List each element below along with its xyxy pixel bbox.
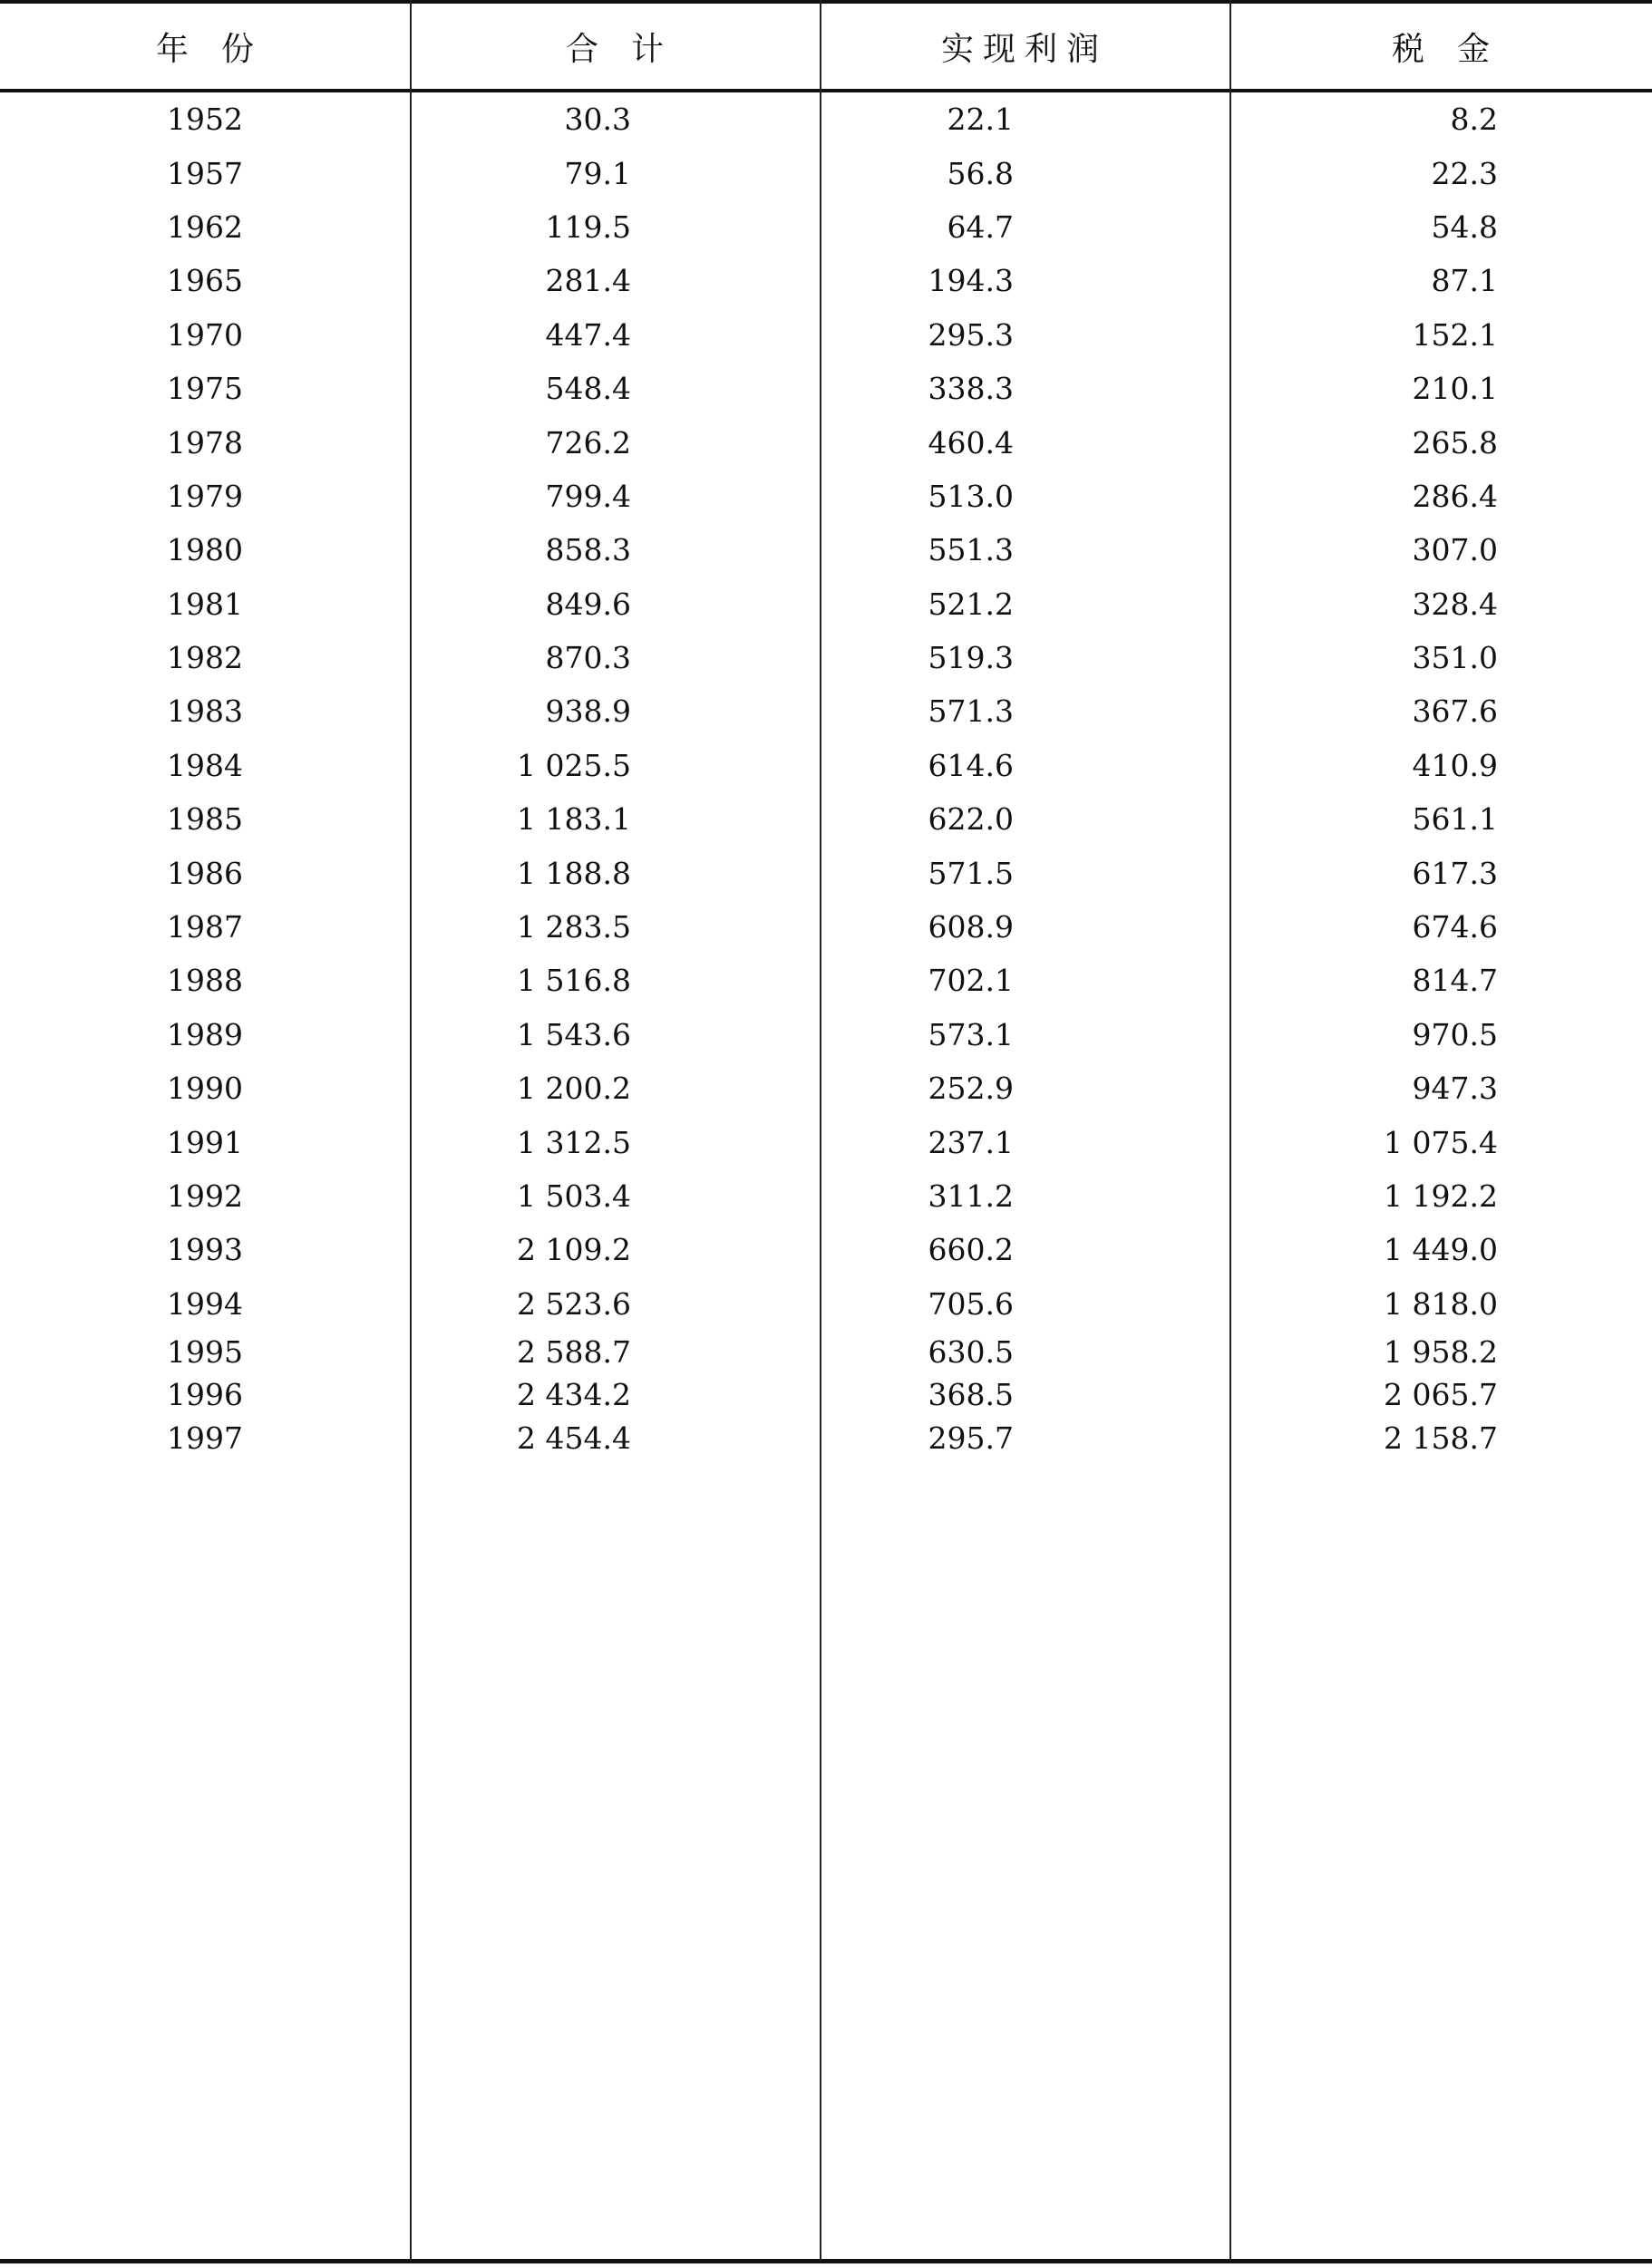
- table-row: [0, 146, 1652, 199]
- year-cell: 1993: [167, 1232, 243, 1268]
- year-cell: 1992: [167, 1178, 243, 1214]
- total-cell: 1 503.4: [517, 1178, 631, 1214]
- profit-cell: 573.1: [928, 1016, 1014, 1052]
- total-cell: 1 025.5: [517, 747, 631, 783]
- total-cell: 2 588.7: [517, 1334, 631, 1371]
- total-cell: 938.9: [545, 693, 631, 730]
- tax-cell: 2 065.7: [1384, 1377, 1498, 1413]
- year-cell: 1970: [167, 316, 243, 353]
- total-cell: 119.5: [545, 208, 631, 245]
- tax-cell: 674.6: [1412, 909, 1498, 945]
- table-row: [0, 1115, 1652, 1168]
- header-tax: 税 金: [1391, 30, 1490, 68]
- tax-cell: 814.7: [1412, 963, 1498, 999]
- tax-cell: 1 958.2: [1384, 1334, 1498, 1371]
- profit-cell: 64.7: [947, 208, 1014, 245]
- tax-cell: 947.3: [1412, 1071, 1498, 1107]
- table-row: [0, 1223, 1652, 1276]
- tax-cell: 22.3: [1431, 155, 1498, 191]
- year-cell: 1994: [167, 1285, 243, 1322]
- year-cell: 1990: [167, 1071, 243, 1107]
- total-cell: 799.4: [545, 478, 631, 514]
- year-cell: 1980: [167, 532, 243, 568]
- table-row: [0, 739, 1652, 792]
- tax-cell: 367.6: [1412, 693, 1498, 730]
- table-row: [0, 362, 1652, 415]
- table-bottom-rule: [0, 2259, 1652, 2263]
- profit-cell: 22.1: [947, 102, 1014, 138]
- profit-cell: 338.3: [928, 371, 1014, 407]
- table-row: [0, 1277, 1652, 1331]
- total-cell: 2 434.2: [517, 1377, 631, 1413]
- profit-cell: 705.6: [928, 1285, 1014, 1322]
- table-row: [0, 200, 1652, 254]
- table-row: [0, 415, 1652, 469]
- header-year: 年 份: [155, 30, 254, 68]
- tax-cell: 1 449.0: [1384, 1232, 1498, 1268]
- tax-cell: 54.8: [1431, 208, 1498, 245]
- tax-cell: 1 192.2: [1384, 1178, 1498, 1214]
- profit-cell: 460.4: [928, 424, 1014, 460]
- table-row: [0, 1169, 1652, 1223]
- year-cell: 1982: [167, 640, 243, 676]
- table-body: [0, 92, 1652, 2259]
- profit-cell: 519.3: [928, 640, 1014, 676]
- tax-cell: 265.8: [1412, 424, 1498, 460]
- total-cell: 2 523.6: [517, 1285, 631, 1322]
- profit-cell: 311.2: [928, 1178, 1014, 1214]
- table-row: [0, 577, 1652, 631]
- profit-cell: 660.2: [928, 1232, 1014, 1268]
- year-cell: 1957: [167, 155, 243, 191]
- table-header-row: [0, 4, 1652, 89]
- total-cell: 1 516.8: [517, 963, 631, 999]
- table-row: [0, 1061, 1652, 1115]
- year-cell: 1952: [167, 102, 243, 138]
- profit-cell: 513.0: [928, 478, 1014, 514]
- tax-cell: 617.3: [1412, 855, 1498, 891]
- tax-cell: 210.1: [1412, 371, 1498, 407]
- total-cell: 79.1: [564, 155, 631, 191]
- table-row: [0, 1331, 1652, 1373]
- table-row: [0, 631, 1652, 684]
- table-row: [0, 792, 1652, 846]
- profit-cell: 368.5: [928, 1377, 1014, 1413]
- table-row: [0, 1008, 1652, 1061]
- total-cell: 1 312.5: [517, 1124, 631, 1160]
- year-cell: 1987: [167, 909, 243, 945]
- year-cell: 1995: [167, 1334, 243, 1371]
- year-cell: 1962: [167, 208, 243, 245]
- year-cell: 1985: [167, 801, 243, 838]
- profit-cell: 551.3: [928, 532, 1014, 568]
- header-total: 合 计: [565, 30, 664, 68]
- tax-cell: 970.5: [1412, 1016, 1498, 1052]
- profit-cell: 702.1: [928, 963, 1014, 999]
- year-cell: 1983: [167, 693, 243, 730]
- total-cell: 548.4: [545, 371, 631, 407]
- year-cell: 1979: [167, 478, 243, 514]
- year-cell: 1988: [167, 963, 243, 999]
- total-cell: 858.3: [545, 532, 631, 568]
- total-cell: 1 183.1: [517, 801, 631, 838]
- tax-cell: 561.1: [1412, 801, 1498, 838]
- profit-cell: 295.7: [928, 1420, 1014, 1456]
- year-cell: 1989: [167, 1016, 243, 1052]
- tax-cell: 286.4: [1412, 478, 1498, 514]
- table-row: [0, 254, 1652, 307]
- tax-cell: 1 075.4: [1384, 1124, 1498, 1160]
- total-cell: 849.6: [545, 586, 631, 622]
- profit-cell: 622.0: [928, 801, 1014, 838]
- year-cell: 1965: [167, 263, 243, 299]
- table-row: [0, 954, 1652, 1007]
- total-cell: 447.4: [545, 316, 631, 353]
- profit-cell: 571.3: [928, 693, 1014, 730]
- total-cell: 1 188.8: [517, 855, 631, 891]
- profit-cell: 630.5: [928, 1334, 1014, 1371]
- table-row: [0, 308, 1652, 362]
- year-cell: 1997: [167, 1420, 243, 1456]
- profit-cell: 295.3: [928, 316, 1014, 353]
- total-cell: 870.3: [545, 640, 631, 676]
- total-cell: 2 454.4: [517, 1420, 631, 1456]
- table-row: [0, 1417, 1652, 1459]
- profit-cell: 252.9: [928, 1071, 1014, 1107]
- tax-cell: 410.9: [1412, 747, 1498, 783]
- total-cell: 1 283.5: [517, 909, 631, 945]
- table-row: [0, 900, 1652, 954]
- total-cell: 1 200.2: [517, 1071, 631, 1107]
- year-cell: 1978: [167, 424, 243, 460]
- header-profit: 实现利润: [940, 30, 1108, 68]
- total-cell: 2 109.2: [517, 1232, 631, 1268]
- year-cell: 1984: [167, 747, 243, 783]
- year-cell: 1991: [167, 1124, 243, 1160]
- tax-cell: 1 818.0: [1384, 1285, 1498, 1322]
- profit-cell: 571.5: [928, 855, 1014, 891]
- year-cell: 1981: [167, 586, 243, 622]
- total-cell: 726.2: [545, 424, 631, 460]
- profit-cell: 521.2: [928, 586, 1014, 622]
- tax-cell: 307.0: [1412, 532, 1498, 568]
- year-cell: 1986: [167, 855, 243, 891]
- table-row: [0, 92, 1652, 146]
- profit-cell: 56.8: [947, 155, 1014, 191]
- profit-cell: 608.9: [928, 909, 1014, 945]
- table-row: [0, 684, 1652, 738]
- profit-cell: 237.1: [928, 1124, 1014, 1160]
- profit-cell: 194.3: [928, 263, 1014, 299]
- table-row: [0, 470, 1652, 523]
- tax-cell: 328.4: [1412, 586, 1498, 622]
- table-row: [0, 1373, 1652, 1416]
- tax-cell: 8.2: [1450, 102, 1498, 138]
- table-row: [0, 846, 1652, 899]
- year-cell: 1975: [167, 371, 243, 407]
- tax-cell: 2 158.7: [1384, 1420, 1498, 1456]
- tax-cell: 152.1: [1412, 316, 1498, 353]
- total-cell: 281.4: [545, 263, 631, 299]
- year-cell: 1996: [167, 1377, 243, 1413]
- profit-cell: 614.6: [928, 747, 1014, 783]
- tax-cell: 351.0: [1412, 640, 1498, 676]
- tax-cell: 87.1: [1431, 263, 1498, 299]
- total-cell: 30.3: [564, 102, 631, 138]
- total-cell: 1 543.6: [517, 1016, 631, 1052]
- table-row: [0, 523, 1652, 577]
